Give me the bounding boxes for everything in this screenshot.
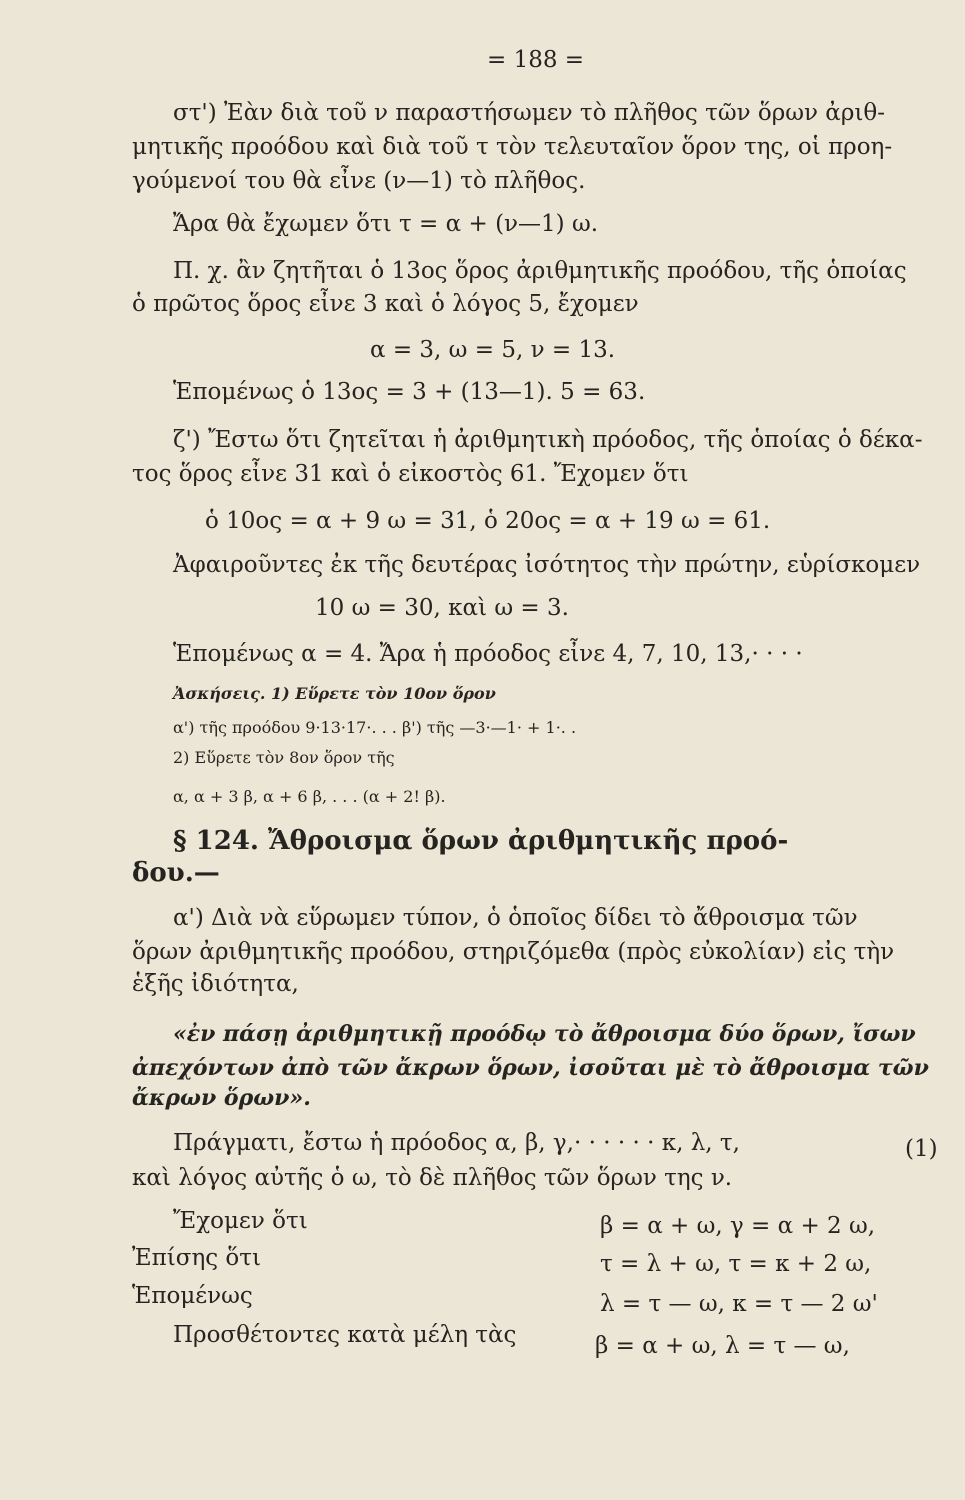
section-124-heading: § 124. Ἄθροισμα ὅρων ἀριθμητικῆς προό- xyxy=(173,826,789,856)
section-124-heading-cont: δου.— xyxy=(132,858,220,888)
section-z-line-3: Ἀφαιροῦντες ἐκ τῆς δευτέρας ἰσότητος τὴν πρώτην, εὑρίσκομεν xyxy=(173,552,921,578)
row-equation-1: β = α + ω, γ = α + 2 ω, xyxy=(600,1213,876,1239)
theorem-line-3: ἄκρων ὅρων». xyxy=(132,1085,311,1111)
theorem-line-2: ἀπεχόντων ἀπὸ τῶν ἄκρων ὅρων, ἰσοῦται μὲ τὸ ἄθροισμα τῶν xyxy=(132,1055,929,1081)
row-label-3: Ἑπομένως xyxy=(132,1283,253,1309)
section-z-line-4: Ἑπομένως α = 4. Ἄρα ἡ πρόοδος εἶνε 4, 7, 10, 13,· · · · xyxy=(173,641,803,667)
section-124-line-5: καὶ λόγος αὐτῆς ὁ ω, τὸ δὲ πλῆθος τῶν ὅρων της ν. xyxy=(132,1165,733,1191)
exercises-title: Ἀσκήσεις. 1) Εὕρετε τὸν 10ον ὅρον xyxy=(173,684,496,703)
section-st-line-1: στ') Ἐὰν διὰ τοῦ ν παραστήσωμεν τὸ πλῆθος τῶν ὅρων ἀριθ- xyxy=(173,100,885,126)
section-z-equation-1: ὁ 10ος = α + 9 ω = 31, ὁ 20ος = α + 19 ω = 61. xyxy=(205,508,771,534)
row-equation-4: β = α + ω, λ = τ — ω, xyxy=(595,1333,850,1359)
exercises-line-1 xyxy=(173,682,496,706)
equation-number: (1) xyxy=(905,1136,938,1162)
section-z-line-1: ζ') Ἔστω ὅτι ζητεῖται ἡ ἀριθμητικὴ πρόοδος, τῆς ὁποίας ὁ δέκα- xyxy=(173,427,923,453)
exercises-line-4: α, α + 3 β, α + 6 β, . . . (α + 2! β). xyxy=(173,787,446,806)
exercises-line-2: α') τῆς προόδου 9·13·17·. . . β') τῆς —3·—1· + 1·. . xyxy=(173,718,577,737)
theorem-line-1: «ἐν πάσῃ ἀριθμητικῇ προόδῳ τὸ ἄθροισμα δύο ὅρων, ἴσων xyxy=(173,1021,916,1047)
section-st-line-3: γούμενοί του θὰ εἶνε (ν—1) τὸ πλῆθος. xyxy=(132,168,586,194)
section-st-line-7: Ἑπομένως ὁ 13ος = 3 + (13—1). 5 = 63. xyxy=(173,379,646,405)
section-st-equation: α = 3, ω = 5, ν = 13. xyxy=(370,337,616,363)
row-equation-2: τ = λ + ω, τ = κ + 2 ω, xyxy=(600,1251,872,1277)
row-equation-3: λ = τ — ω, κ = τ — 2 ω' xyxy=(600,1291,878,1317)
section-124-line-3: ἑξῆς ἰδιότητα, xyxy=(132,971,299,997)
section-st-line-2: μητικῆς προόδου καὶ διὰ τοῦ τ τὸν τελευταῖον ὅρον της, οἱ προη- xyxy=(132,134,893,160)
row-label-4: Προσθέτοντες κατὰ μέλη τὰς xyxy=(173,1322,517,1348)
section-st-line-4: Ἄρα θὰ ἔχωμεν ὅτι τ = α + (ν—1) ω. xyxy=(173,211,599,237)
row-label-1: Ἔχομεν ὅτι xyxy=(173,1208,308,1234)
exercises-line-3: 2) Εὕρετε τὸν 8ον ὅρον τῆς xyxy=(173,748,395,767)
section-z-equation-2: 10 ω = 30, καὶ ω = 3. xyxy=(315,595,569,621)
section-124-line-1: α') Διὰ νὰ εὕρωμεν τύπον, ὁ ὁποῖος δίδει τὸ ἄθροισμα τῶν xyxy=(173,905,858,931)
row-label-2: Ἐπίσης ὅτι xyxy=(132,1245,262,1271)
section-st-line-6: ὁ πρῶτος ὅρος εἶνε 3 καὶ ὁ λόγος 5, ἔχομεν xyxy=(132,291,639,317)
section-z-line-2: τος ὅρος εἶνε 31 καὶ ὁ εἰκοστὸς 61. Ἔχομεν ὅτι xyxy=(132,461,689,487)
section-st-line-5: Π. χ. ἂν ζητῆται ὁ 13ος ὅρος ἀριθμητικῆς προόδου, τῆς ὁποίας xyxy=(173,258,907,284)
section-124-line-2: ὅρων ἀριθμητικῆς προόδου, στηριζόμεθα (πρὸς εὐκολίαν) εἰς τὴν xyxy=(132,939,895,965)
section-124-line-4: Πράγματι, ἔστω ἡ πρόοδος α, β, γ,· · · · · · κ, λ, τ, xyxy=(173,1130,740,1156)
page-number: = 188 = xyxy=(487,47,585,73)
